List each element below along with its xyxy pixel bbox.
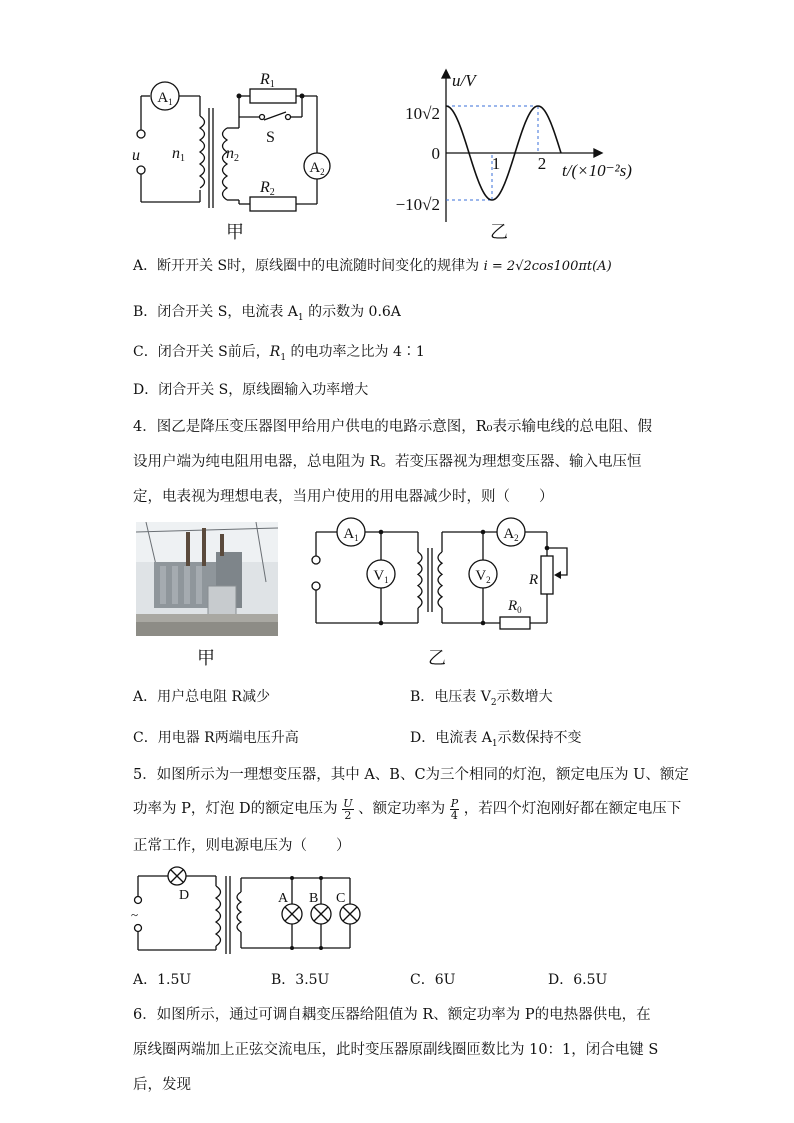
svg-text:R2: R2	[260, 179, 275, 198]
label-c: C	[336, 891, 346, 906]
option-4d: D．电流表 $A_1$示数保持不变	[410, 730, 582, 749]
figure-q4-circuit	[305, 512, 580, 637]
bulb-a	[282, 904, 302, 924]
label-u: u	[132, 147, 140, 164]
label-q4-a1: A	[343, 526, 355, 542]
question-5-line1: 5．如图所示为一理想变压器，其中 A、B、C为三个相同的灯泡，额定电压为 U、额定	[133, 767, 689, 783]
option-4b: B．电压表 $V_2$示数增大	[410, 689, 553, 708]
svg-text:A1: $A_1$	[157, 90, 173, 107]
option-4a: A．用户总电阻 R减少	[133, 689, 271, 705]
svg-text:R1: R1	[260, 71, 275, 90]
svg-text:A1: $A_1$	[343, 526, 359, 543]
label-a2: A	[309, 160, 321, 176]
caption-q4-jia: 甲	[197, 648, 215, 669]
label-switch-s: S	[266, 129, 275, 146]
question-6-text: 6．如图所示，通过可调自耦变压器给阻值为 R、额定功率为 P的电热器供电，在原线圈两端加上正弦交流电压，此时变压器原副线圈匝数比为 10：1，闭合电键 S后，发现	[133, 1007, 659, 1093]
label-q4-v2: V	[475, 568, 487, 584]
bulb-c	[340, 904, 360, 924]
figure-q5-circuit	[128, 862, 368, 962]
tick-y-min: −10√2	[395, 195, 440, 214]
substation-photo	[136, 522, 278, 636]
caption-jia: 甲	[226, 222, 244, 243]
svg-text:V2: $V_2$	[475, 568, 491, 585]
label-a: A	[278, 891, 289, 906]
option-5a: A．1.5U	[133, 972, 192, 988]
svg-text:R0: $R_0$	[508, 598, 522, 615]
bulb-b	[311, 904, 331, 924]
tick-y-max: 10√2	[405, 104, 440, 123]
svg-text:A2: $A_2$	[309, 160, 325, 177]
fraction-u-over-2: $\frac{U}{2}$	[343, 796, 353, 822]
option-5d: D．6.5U	[548, 972, 608, 988]
question-4-text: 4．图乙是降压变压器图甲给用户供电的电路示意图，R₀表示输电线的总电阻、假设用户端为纯电阻用电器，总电阻为 R。若变压器视为理想变压器、输入电压恒定，电表视为理想电表，当用户使用的用电器减少时，则（ ）	[133, 419, 652, 505]
svg-text:V1: $V_1$	[373, 568, 389, 585]
option-5b: B．3.5U	[271, 972, 330, 988]
svg-text:n2: n2	[226, 145, 239, 164]
label-n2: n	[226, 145, 234, 162]
option-5c: C．6U	[410, 972, 456, 988]
y-axis-label: u/V	[452, 71, 476, 90]
label-b: B	[309, 891, 319, 906]
option-3a: A．断开开关 S时，原线圈中的电流随时间变化的规律为 i = 2√2cos100πt(A)	[133, 258, 612, 274]
option-4c: C．用电器 R两端电压升高	[133, 730, 299, 746]
label-q4-v1: V	[373, 568, 385, 584]
label-r1: R	[260, 71, 270, 88]
svg-text:A2: $A_2$	[503, 526, 519, 543]
question-5-line2: 功率为 P，灯泡 D的额定电压为 $\frac{U}{2}$ 、额定功率为 $\frac{P}{4}$ ，若四个灯泡刚好都在额定电压下	[133, 796, 682, 822]
option-3c: C．闭合开关 S前后，$R_1$ 的电功率之比为 4∶1	[133, 344, 425, 363]
bulb-d	[168, 867, 186, 885]
label-r2: R	[260, 179, 270, 196]
figure-jia-transformer-circuit	[128, 62, 348, 242]
label-q4-r: R	[529, 572, 539, 588]
option-3b: B．闭合开关 S，电流表 $A_1$ 的示数为 0.6A	[133, 304, 401, 323]
tick-zero: 0	[431, 144, 440, 163]
caption-q4-yi: 乙	[428, 648, 446, 669]
question-5-line3: 正常工作，则电源电压为（ ）	[133, 838, 351, 854]
option-3d: D．闭合开关 S，原线圈输入功率增大	[133, 382, 369, 398]
figure-yi-voltage-waveform	[380, 62, 660, 242]
caption-yi: 乙	[490, 222, 508, 243]
fraction-p-over-4: $\frac{P}{4}$	[450, 796, 459, 822]
tick-x-2: 2	[537, 154, 547, 173]
x-axis-label: t/(×10⁻²s)	[562, 161, 632, 180]
label-q4-r0: R	[508, 598, 518, 614]
label-n1: n	[172, 145, 180, 162]
label-q4-a2: A	[503, 526, 515, 542]
tick-x-1: 1	[491, 154, 501, 173]
label-ac-source: ~	[131, 907, 139, 922]
svg-text:n1: n1	[172, 145, 185, 164]
label-a1: A	[157, 90, 169, 106]
label-d: D	[179, 888, 190, 903]
